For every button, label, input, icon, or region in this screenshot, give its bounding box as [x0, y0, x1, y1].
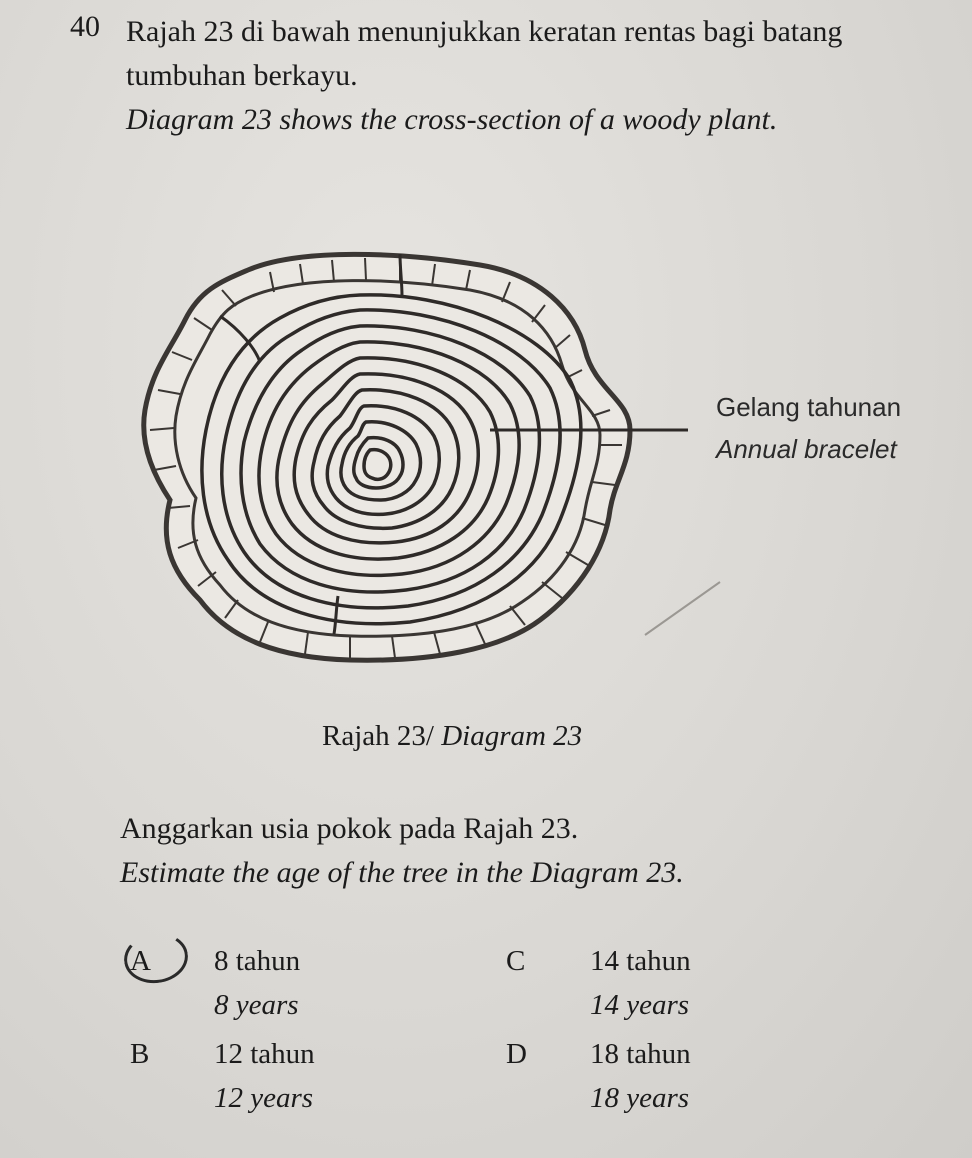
prompt-english: Estimate the age of the tree in the Diagram 23. [120, 856, 684, 889]
prompt-malay: Anggarkan usia pokok pada Rajah 23. [120, 812, 579, 845]
option-letter: C [506, 945, 526, 977]
option-letter: A [130, 945, 151, 977]
option-text-english: 14 years [590, 989, 690, 1021]
caption-malay: Rajah 23/ [322, 720, 434, 752]
tree-cross-section-svg [70, 230, 950, 690]
option-text-malay: 18 tahun [590, 1038, 691, 1070]
question-stem-english: Diagram 23 shows the cross-section of a woody plant. [126, 103, 778, 136]
ring-label-english: Annual bracelet [716, 434, 897, 464]
question-40 [70, 0, 950, 1158]
option-letter: B [130, 1038, 150, 1070]
option-letter: D [506, 1038, 527, 1070]
option-text-english: 18 years [590, 1082, 690, 1114]
ring-label-malay: Gelang tahunan [716, 392, 902, 422]
question-number: 40 [70, 10, 100, 43]
option-text-malay: 12 tahun [214, 1038, 315, 1070]
option-text-malay: 8 tahun [214, 945, 301, 977]
option-text-english: 8 years [214, 989, 299, 1021]
option-text-malay: 14 tahun [590, 945, 691, 977]
question-stem-malay: Rajah 23 di bawah menunjukkan keratan rentas bagi batang tumbuhan berkayu. [126, 15, 843, 92]
tree-cross-section-diagram [70, 230, 950, 690]
option-text-english: 12 years [214, 1082, 314, 1114]
diagram-caption [322, 720, 582, 753]
caption-english: Diagram 23 [441, 720, 583, 752]
pencil-mark [645, 582, 720, 635]
